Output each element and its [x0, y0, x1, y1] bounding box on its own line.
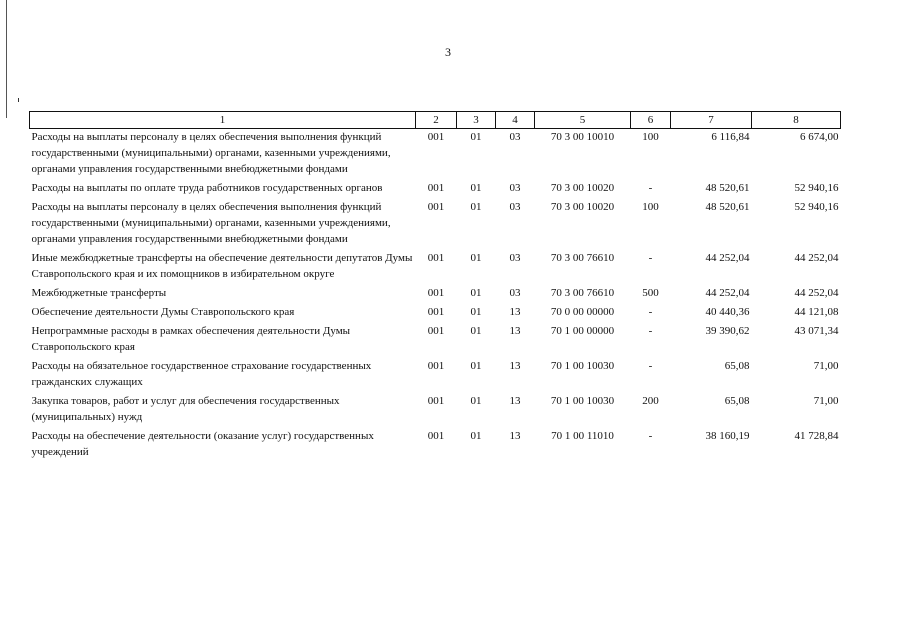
- table-row: [30, 358, 841, 393]
- cell-section-code: 01: [470, 395, 482, 407]
- cell-amount-year-1: 48 520,61: [705, 201, 750, 213]
- cell-target-article: 70 3 00 10010: [550, 131, 615, 143]
- cell-amount-year-2: 6 674,00: [800, 131, 839, 143]
- cell-expense-name: Расходы на обеспечение деятельности (оказание услуг) государственных учреждений: [31, 430, 374, 458]
- cell-subsection-code: 03: [509, 182, 521, 194]
- page-number: 3: [445, 45, 451, 59]
- cell-target-article: 70 3 00 76610: [550, 287, 615, 299]
- cell-expense-type: -: [648, 182, 653, 194]
- column-header-4: 4: [496, 112, 535, 129]
- table-row: [30, 428, 841, 463]
- budget-table: [29, 111, 841, 463]
- cell-ministry-code: 001: [427, 325, 445, 337]
- cell-section-code: 01: [470, 325, 482, 337]
- table-body: [30, 129, 841, 464]
- cell-expense-name: Расходы на выплаты по оплате труда работников государственных органов: [31, 182, 383, 194]
- column-header-5: 5: [535, 112, 631, 129]
- cell-section-code: 01: [470, 306, 482, 318]
- cell-expense-name: Расходы на выплаты персоналу в целях обеспечения выполнения функций государственными (муниципальными) органами, казенными учреждениями, органами управления государственными внебюджетными фондами: [31, 131, 391, 175]
- scan-mark: [18, 98, 19, 102]
- cell-target-article: 70 3 00 10020: [550, 182, 615, 194]
- column-header-1: 1: [30, 112, 416, 129]
- cell-target-article: 70 3 00 76610: [550, 252, 615, 264]
- cell-subsection-code: 03: [509, 201, 521, 213]
- cell-ministry-code: 001: [427, 131, 445, 143]
- cell-amount-year-2: 71,00: [813, 360, 839, 372]
- table-row: [30, 285, 841, 304]
- column-header-3: 3: [457, 112, 496, 129]
- cell-target-article: 70 3 00 10020: [550, 201, 615, 213]
- cell-expense-type: 500: [642, 287, 659, 299]
- table-row: [30, 180, 841, 199]
- cell-expense-type: -: [648, 325, 653, 337]
- cell-amount-year-1: 44 252,04: [705, 252, 750, 264]
- cell-section-code: 01: [470, 182, 482, 194]
- cell-expense-name: Расходы на выплаты персоналу в целях обеспечения выполнения функций государственными (муниципальными) органами, казенными учреждениями, органами управления государственными внебюджетными фондами: [31, 201, 391, 245]
- table-row: [30, 129, 841, 181]
- cell-amount-year-2: 71,00: [813, 395, 839, 407]
- cell-subsection-code: 13: [509, 306, 521, 318]
- cell-amount-year-2: 43 071,34: [794, 325, 839, 337]
- table-row: [30, 323, 841, 358]
- cell-target-article: 70 0 00 00000: [550, 306, 615, 318]
- cell-section-code: 01: [470, 430, 482, 442]
- cell-amount-year-2: 44 252,04: [794, 252, 839, 264]
- column-header-8: 8: [752, 112, 841, 129]
- column-header-2: 2: [416, 112, 457, 129]
- cell-ministry-code: 001: [427, 430, 445, 442]
- cell-expense-name: Иные межбюджетные трансферты на обеспечение деятельности депутатов Думы Ставропольского края и их помощников в избирательном округе: [31, 252, 413, 280]
- cell-ministry-code: 001: [427, 395, 445, 407]
- cell-ministry-code: 001: [427, 287, 445, 299]
- cell-expense-type: 100: [642, 201, 659, 213]
- cell-expense-type: 100: [642, 131, 659, 143]
- table-row: [30, 304, 841, 323]
- cell-amount-year-2: 52 940,16: [794, 182, 839, 194]
- cell-ministry-code: 001: [427, 182, 445, 194]
- cell-subsection-code: 03: [509, 252, 521, 264]
- cell-amount-year-1: 44 252,04: [705, 287, 750, 299]
- cell-amount-year-1: 65,08: [724, 360, 750, 372]
- cell-section-code: 01: [470, 287, 482, 299]
- cell-subsection-code: 13: [509, 430, 521, 442]
- cell-amount-year-2: 44 121,08: [794, 306, 839, 318]
- cell-expense-type: -: [648, 430, 653, 442]
- cell-section-code: 01: [470, 201, 482, 213]
- cell-section-code: 01: [470, 131, 482, 143]
- cell-ministry-code: 001: [427, 306, 445, 318]
- cell-ministry-code: 001: [427, 360, 445, 372]
- cell-expense-type: -: [648, 306, 653, 318]
- cell-amount-year-1: 6 116,84: [711, 131, 750, 143]
- cell-target-article: 70 1 00 11010: [551, 430, 614, 442]
- cell-expense-type: -: [648, 252, 653, 264]
- cell-expense-type: -: [648, 360, 653, 372]
- cell-target-article: 70 1 00 00000: [550, 325, 615, 337]
- cell-expense-name: Закупка товаров, работ и услуг для обеспечения государственных (муниципальных) нужд: [31, 395, 340, 423]
- cell-amount-year-1: 39 390,62: [705, 325, 750, 337]
- cell-amount-year-1: 40 440,36: [705, 306, 750, 318]
- cell-ministry-code: 001: [427, 252, 445, 264]
- column-header-6: 6: [631, 112, 671, 129]
- cell-subsection-code: 13: [509, 395, 521, 407]
- cell-subsection-code: 03: [509, 287, 521, 299]
- table-row: [30, 199, 841, 250]
- cell-target-article: 70 1 00 10030: [550, 395, 615, 407]
- cell-expense-type: 200: [642, 395, 659, 407]
- cell-expense-name: Обеспечение деятельности Думы Ставропольского края: [31, 306, 295, 318]
- cell-amount-year-2: 52 940,16: [794, 201, 839, 213]
- cell-expense-name: Непрограммные расходы в рамках обеспечения деятельности Думы Ставропольского края: [31, 325, 351, 353]
- cell-ministry-code: 001: [427, 201, 445, 213]
- cell-expense-name: Межбюджетные трансферты: [31, 287, 167, 299]
- cell-subsection-code: 03: [509, 131, 521, 143]
- cell-amount-year-2: 41 728,84: [794, 430, 839, 442]
- cell-amount-year-2: 44 252,04: [794, 287, 839, 299]
- cell-subsection-code: 13: [509, 360, 521, 372]
- column-header-7: 7: [671, 112, 752, 129]
- cell-target-article: 70 1 00 10030: [550, 360, 615, 372]
- table-row: [30, 250, 841, 285]
- cell-expense-name: Расходы на обязательное государственное страхование государственных гражданских служащих: [31, 360, 372, 388]
- table-row: [30, 393, 841, 428]
- table-header-row: [30, 112, 841, 129]
- cell-amount-year-1: 38 160,19: [705, 430, 750, 442]
- cell-amount-year-1: 65,08: [724, 395, 750, 407]
- cell-section-code: 01: [470, 360, 482, 372]
- cell-section-code: 01: [470, 252, 482, 264]
- cell-amount-year-1: 48 520,61: [705, 182, 750, 194]
- cell-subsection-code: 13: [509, 325, 521, 337]
